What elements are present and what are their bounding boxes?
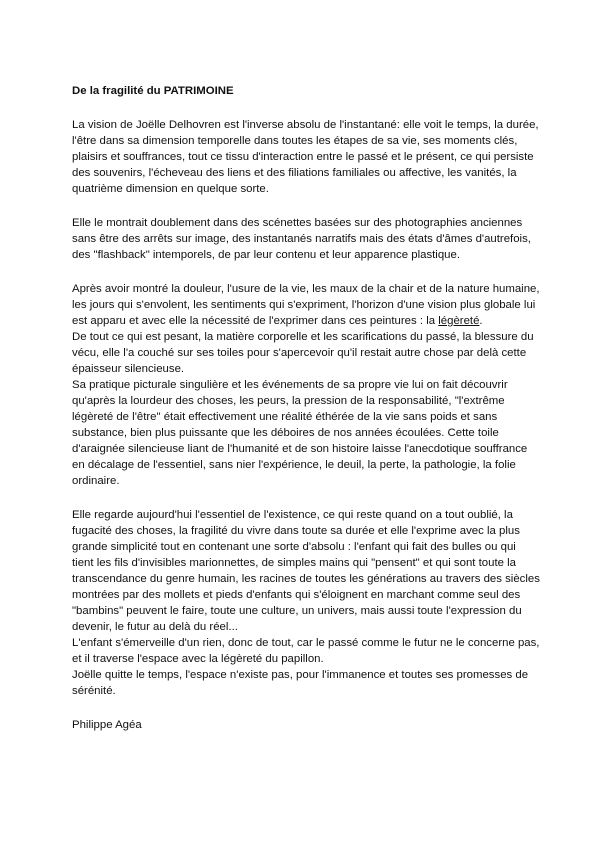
text-line: vécu, elle l'a couché sur ses toiles pour s'apercevoir qu'il restait autre chose par delà cette <box>72 347 527 359</box>
text-line: l'être dans sa dimension temporelle dans toutes les étapes de sa vie, ses moments clés, <box>72 135 518 147</box>
text-line: transcendance du genre humain, les racines de toutes les générations au travers des siècles <box>72 573 540 585</box>
text-line: en décalage de l'essentiel, sans nier l'expérience, le deuil, la perte, la pathologie, la folie <box>72 459 516 471</box>
paragraph-legerete <box>72 281 540 329</box>
paragraph-vision <box>72 117 540 197</box>
text-line: Joëlle quitte le temps, l'espace n'existe pas, pour l'immanence et toutes ses promesses de <box>72 669 529 681</box>
text-line: des souvenirs, l'écheveau des liens et des filiations familiales ou affective, les vanités, la <box>72 167 517 179</box>
paragraph-essentiel <box>72 507 540 635</box>
text-line: montrées par des mollets et pieds d'enfants qui s'éloignent en marchant comme seul des <box>72 589 521 601</box>
text-line: sérénité. <box>72 685 116 697</box>
text-line: L'enfant s'émerveille d'un rien, donc de tout, car le passé comme le futur ne le concerne pas, <box>72 637 540 649</box>
text-line: tient les fils d'invisibles marionnettes, de simples mains qui "pensent" et qui sont toute la <box>72 557 516 569</box>
text-line: d'araignée silencieuse liant de l'humanité et de son histoire laisse l'anecdotique souffrance <box>72 443 528 455</box>
text-line: les jours qui s'envolent, les sentiments qui s'expriment, l'horizon d'une vision plus globale lui <box>72 299 536 311</box>
text-segment: est apparu et avec elle la nécessité de l'exprimer dans ces peintures : la <box>72 315 439 327</box>
text-line: sans être des arrêts sur image, des instantanés narratifs mais des états d'âmes d'autrefois, <box>72 233 531 245</box>
text-line: légèreté de l'être" était effectivement une réalité éthérée de la vie sans poids et sans <box>72 411 498 423</box>
text-line: substance, bien plus puissante que les déboires de nos années écoulées. Cette toile <box>72 427 499 439</box>
text-line: "bambins" peuvent le faire, toute une culture, un univers, mais aussi toute l'expression du <box>72 605 522 617</box>
text-line: La vision de Joëlle Delhovren est l'inverse absolu de l'instantané: elle voit le temps, la durée, <box>72 119 539 131</box>
text-line: Sa pratique picturale singulière et les événements de sa propre vie lui on fait découvrir <box>72 379 508 391</box>
paragraph-joelle <box>72 667 540 699</box>
text-line: quatrième dimension en quelque sorte. <box>72 183 269 195</box>
text-line: grande simplicité tout en contenant une sorte d'absolu : l'enfant qui fait des bulles ou qui <box>72 541 516 553</box>
paragraph-pratique <box>72 377 540 489</box>
text-segment: . <box>479 315 483 327</box>
text-line: ordinaire. <box>72 475 120 487</box>
paragraph-enfant <box>72 635 540 667</box>
paragraph-pesant <box>72 329 540 377</box>
paragraph-scenettes <box>72 215 540 263</box>
text-line: Elle regarde aujourd'hui l'essentiel de l'existence, ce qui reste quand on a tout oublié, la <box>72 509 513 521</box>
underlined-word: légèreté <box>438 315 480 327</box>
text-line: De tout ce qui est pesant, la matière corporelle et les scarifications du passé, la blessure du <box>72 331 534 343</box>
text-line: des "flashback" intemporels, de par leur contenu et leur apparence plastique. <box>72 249 461 261</box>
text-line <box>72 313 540 329</box>
text-line: épaisseur silencieuse. <box>72 363 185 375</box>
text-line: et il traverse l'espace avec la légèreté du papillon. <box>72 653 324 665</box>
text-line: Après avoir montré la douleur, l'usure de la vie, les maux de la chair et de la nature humaine, <box>72 283 540 295</box>
text-line: fugacité des choses, la fragilité du vivre dans toute sa durée et elle l'exprime avec la plus <box>72 525 520 537</box>
text-line: Elle le montrait doublement dans des scénettes basées sur des photographies anciennes <box>72 217 523 229</box>
author-signature: Philippe Agéa <box>72 719 142 731</box>
text-line: qu'après la lourdeur des choses, les peurs, la pression de la responsabilité, "l'extrême <box>72 395 505 407</box>
text-line: plaisirs et souffrances, tout ce tissu d'interaction entre le passé et le présent, ce qui persiste <box>72 151 534 163</box>
text-line: devenir, le futur au delà du réel... <box>72 621 238 633</box>
document-title: De la fragilité du PATRIMOINE <box>72 85 234 97</box>
